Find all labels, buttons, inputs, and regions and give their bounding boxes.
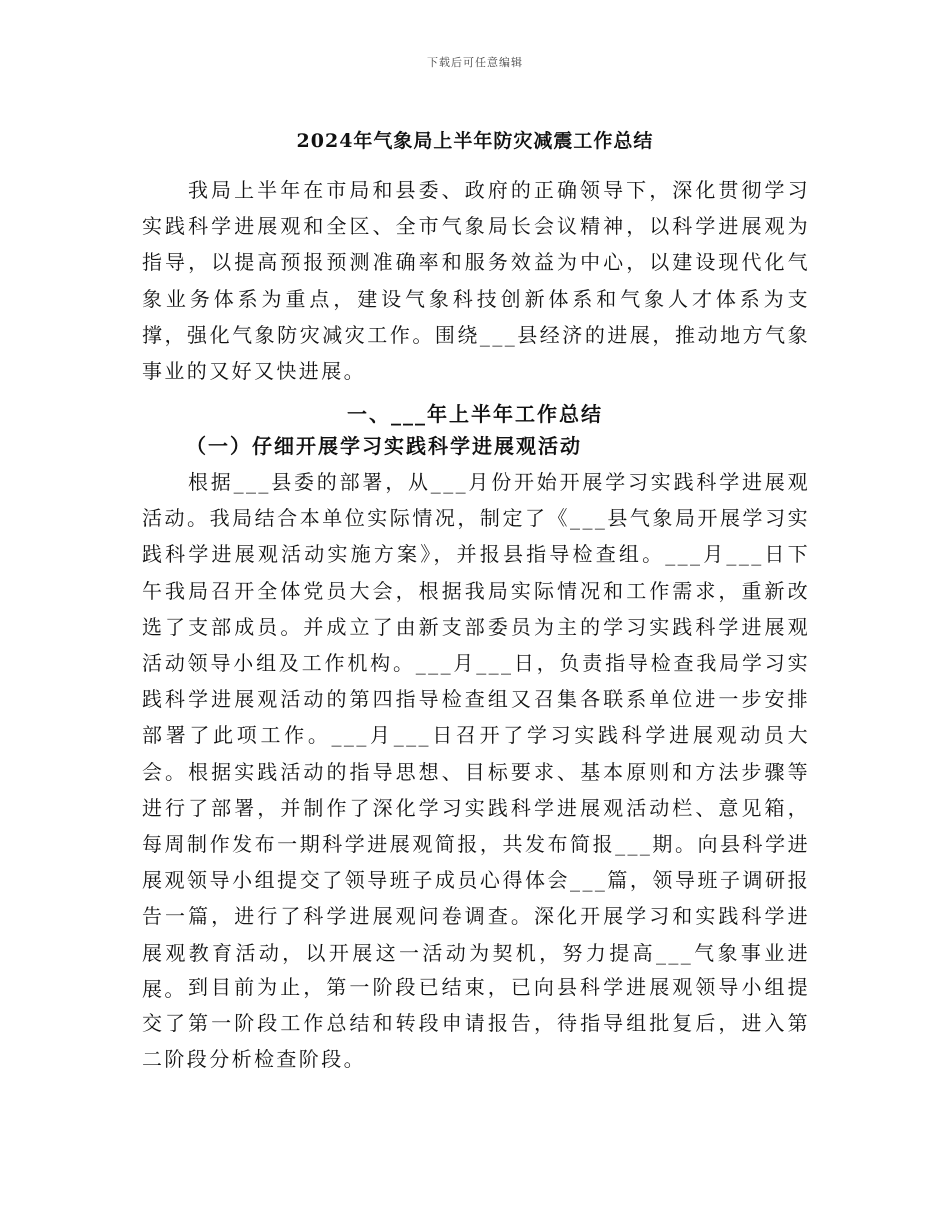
section-paragraph-2: 到目前为止，第一阶段已结束，已向县科学进展观领导小组提交了第一阶段工作总结和转段申请报告，待指导组批复后，进入第二阶段分析检查阶段。 — [142, 975, 810, 1072]
document-title: 2024年气象局上半年防灾减震工作总结 — [296, 130, 654, 152]
section-paragraph-1: 根据___县委的部署，从___月份开始开展学习实践科学进展观活动。我局结合本单位实际情况，制定了《___县气象局开展学习实践科学进展观活动实施方案》，并报县指导检查组。___月___日下午我局召开全体党员大会，根据我局实际情况和工作需求，重新改选了支部成员。并成立了由新支部委员为主的学习实践科学进展观活动领导小组及工作机构。___月___日，负责指导检查我局学习实践科学进展观活动的第四指导检查组又召集各联系单位进一步安排部署了此项工作。___月___日召开了学习实践科学进展观动员大会。根据实践活动的指导思想、目标要求、基本原则和方法步骤等进行了部署，并制作了深化学习实践科学进展观活动栏、意见箱，每周制作发布一期科学进展观简报，共发布简报___期。向县科学进展观领导小组提交了领导班子成员心得体会___篇，领导班子调研报告一篇，进行了科学进展观问卷调查。深化开展学习和实践科学进展观教育活动，以开展这一活动为契机，努力提高___气象事业进展。 — [142, 470, 810, 1001]
intro-paragraph: 我局上半年在市局和县委、政府的正确领导下，深化贯彻学习实践科学进展观和全区、全市气象局长会议精神，以科学进展观为指导，以提高预报预测准确率和服务效益为中心，以建设现代化气象业务体系为重点，建设气象科技创新体系和气象人才体系为支撑，强化气象防灾减灾工作。围绕___县经济的进展，推动地方气象事业的又好又快进展。 — [142, 178, 810, 384]
header-note: 下载后可任意编辑 — [427, 56, 523, 69]
sub-heading: （一）仔细开展学习实践科学进展观活动 — [186, 434, 582, 458]
section-heading: 一、___年上半年工作总结 — [347, 402, 603, 426]
